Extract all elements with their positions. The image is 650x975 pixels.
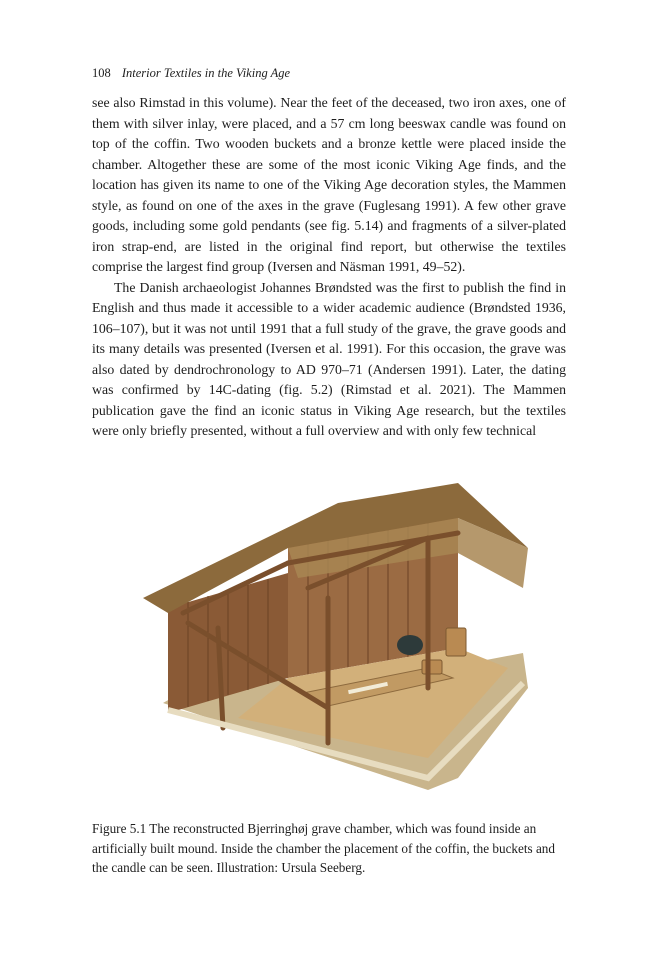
body-text xyxy=(92,93,566,442)
paragraph-1: see also Rimstad in this volume). Near the feet of the deceased, two iron axes, one of them with silver inlay, were placed, and a 57 cm long beeswax candle was found on top of the coffin. Two wooden buckets and a bronze kettle were placed inside the chamber. Altogether these are some of the most iconic Viking Age finds, and the location has given its name to one of the Viking Age decoration styles, the Mammen style, as found on one of the axes in the grave (Fuglesang 1991). A few other grave goods, including some gold pendants (see fig. 5.14) and fragments of a silver-plated iron strap-end, are listed in the original find report, but otherwise the textiles comprise the largest find group (Iversen and Näsman 1991, 49–52). xyxy=(92,95,566,274)
wooden-bucket xyxy=(446,628,466,656)
figure-illustration xyxy=(128,478,538,790)
running-header xyxy=(92,66,290,81)
running-title: Interior Textiles in the Viking Age xyxy=(121,66,291,80)
page-number: 108 xyxy=(92,66,111,80)
bronze-kettle xyxy=(397,635,423,655)
wooden-bucket-2 xyxy=(422,660,442,674)
grave-chamber-illustration xyxy=(128,478,538,790)
figure-caption: Figure 5.1 The reconstructed Bjerringhøj grave chamber, which was found inside an artificially built mound. Inside the chamber the placement of the coffin, the buckets and the candle can be seen. Illustration: Ursula Seeberg. xyxy=(92,821,555,875)
paragraph-2: The Danish archaeologist Johannes Brøndsted was the first to publish the find in English and thus made it accessible to a wider academic audience (Brøndsted 1936, 106–107), but it was not until 1991 that a full study of the grave, the grave goods and its many details was presented (Iversen et al. 1991). For this occasion, the grave was also dated by dendrochronology to AD 970–71 (Andersen 1991). Later, the dating was confirmed by 14C-dating (fig. 5.2) (Rimstad et al. 2021). The Mammen publication gave the find an iconic status in Viking Age research, but the textiles were only briefly presented, without a full overview and with only few technical xyxy=(92,279,566,438)
